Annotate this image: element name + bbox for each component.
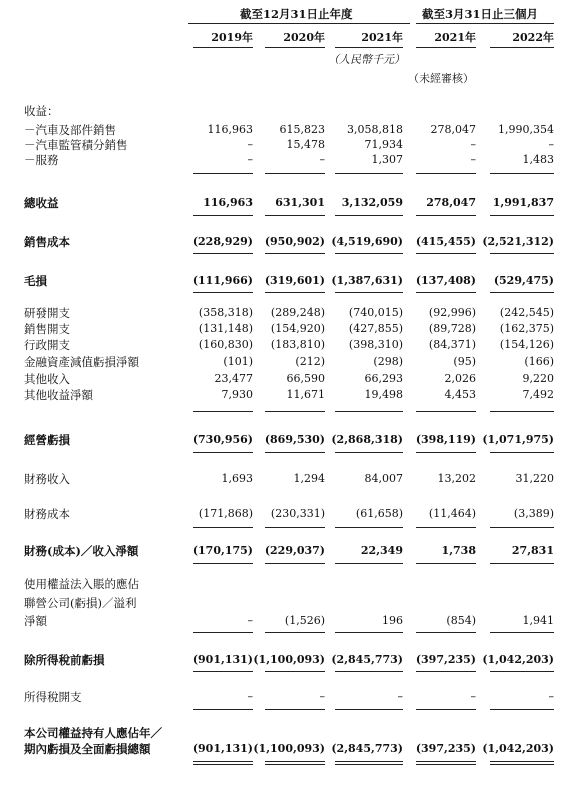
row-value: – <box>247 614 253 627</box>
column-header: 2019年 <box>211 31 253 44</box>
row-label: 使用權益法入賬的應佔 <box>24 577 139 591</box>
row-value: 11,671 <box>286 388 325 401</box>
row-label: 毛損 <box>24 274 47 288</box>
subtotal-rule <box>265 411 325 412</box>
row-label: 經營虧損 <box>24 433 70 447</box>
row-value: 4,453 <box>444 388 476 401</box>
row-value: (427,855) <box>348 322 403 335</box>
row-value: (154,126) <box>499 338 554 351</box>
row-value: (242,545) <box>499 306 554 319</box>
subtotal-rule <box>416 563 476 564</box>
subtotal-rule <box>335 632 403 633</box>
row-value: 66,293 <box>364 372 403 385</box>
row-value: – <box>319 690 325 703</box>
total-double-rule <box>193 761 253 765</box>
row-value: – <box>548 690 554 703</box>
row-value: (61,658) <box>355 507 403 520</box>
row-value: 31,220 <box>515 472 554 485</box>
subtotal-rule <box>193 411 253 412</box>
row-value: (1,042,203) <box>482 742 554 755</box>
group1-rule <box>188 23 410 24</box>
row-value: 1,941 <box>522 614 554 627</box>
subtotal-rule <box>265 452 325 453</box>
subtotal-rule <box>490 292 554 293</box>
row-value: – <box>470 690 476 703</box>
row-value: (2,845,773) <box>331 742 403 755</box>
subtotal-rule <box>335 671 403 672</box>
row-value: – <box>319 153 325 166</box>
row-value: (398,119) <box>415 433 476 446</box>
row-value: (1,100,093) <box>253 653 325 666</box>
row-value: (160,830) <box>198 338 253 351</box>
row-value: 1,991,837 <box>492 196 554 209</box>
subtotal-rule <box>265 253 325 254</box>
row-value: 84,007 <box>364 472 403 485</box>
row-value: 9,220 <box>522 372 554 385</box>
row-value: (154,920) <box>270 322 325 335</box>
row-value: (229,037) <box>264 544 325 557</box>
row-value: 27,831 <box>511 544 554 557</box>
column-header-rule <box>335 47 403 48</box>
row-value: (131,148) <box>198 322 253 335</box>
total-double-rule <box>265 761 325 765</box>
subtotal-rule <box>490 411 554 412</box>
subtotal-rule <box>490 671 554 672</box>
row-value: (1,071,975) <box>482 433 554 446</box>
row-label: 本公司權益持有人應佔年／ <box>24 726 162 740</box>
column-header-rule <box>265 47 325 48</box>
subtotal-rule <box>490 215 554 216</box>
row-value: (2,845,773) <box>331 653 403 666</box>
row-value: (398,310) <box>348 338 403 351</box>
row-value: (111,966) <box>192 274 253 287</box>
row-value: (2,521,312) <box>482 235 554 248</box>
row-label: 其他收入 <box>24 372 70 386</box>
row-value: (95) <box>453 355 476 368</box>
subtotal-rule <box>335 215 403 216</box>
row-value: (397,235) <box>415 653 476 666</box>
subtotal-rule <box>490 632 554 633</box>
subtotal-rule <box>416 671 476 672</box>
row-label: 財務成本 <box>24 507 70 521</box>
group2-rule <box>416 23 554 24</box>
subtotal-rule <box>490 527 554 528</box>
row-value: (298) <box>373 355 403 368</box>
row-value: – <box>548 138 554 151</box>
subtotal-rule <box>193 527 253 528</box>
row-value: (950,902) <box>264 235 325 248</box>
row-value: 15,478 <box>286 138 325 151</box>
subtotal-rule <box>490 452 554 453</box>
row-value: – <box>247 138 253 151</box>
row-value: – <box>247 690 253 703</box>
row-label: 所得稅開支 <box>24 690 82 704</box>
row-value: 7,492 <box>522 388 554 401</box>
row-label: 淨額 <box>24 614 47 628</box>
column-header-rule <box>416 47 476 48</box>
row-value: 66,590 <box>286 372 325 385</box>
row-value: (230,331) <box>270 507 325 520</box>
row-label: 財務(成本)／收入淨額 <box>24 544 139 558</box>
row-label: 除所得稅前虧損 <box>24 653 105 667</box>
subtotal-rule <box>335 253 403 254</box>
row-value: 2,026 <box>444 372 476 385</box>
total-double-rule <box>335 761 403 765</box>
row-value: 278,047 <box>426 196 476 209</box>
subtotal-rule <box>416 452 476 453</box>
row-value: (101) <box>223 355 253 368</box>
subtotal-rule <box>335 563 403 564</box>
row-value: 3,132,059 <box>341 196 403 209</box>
row-value: 1,738 <box>441 544 476 557</box>
unit-note: （人民幣千元） <box>328 53 405 66</box>
row-value: – <box>247 153 253 166</box>
subtotal-rule <box>416 173 476 174</box>
row-value: 1,294 <box>293 472 325 485</box>
row-label: 銷售成本 <box>24 235 70 249</box>
subtotal-rule <box>193 292 253 293</box>
subtotal-rule <box>335 292 403 293</box>
subtotal-rule <box>490 709 554 710</box>
row-value: (869,530) <box>264 433 325 446</box>
subtotal-rule <box>490 173 554 174</box>
audit-note: （未經審核） <box>408 72 474 85</box>
row-label: 財務收入 <box>24 472 70 486</box>
column-header: 2020年 <box>283 31 325 44</box>
row-value: (901,131) <box>192 742 253 755</box>
group2-title: 截至3月31日止三個月 <box>422 7 539 21</box>
subtotal-rule <box>416 292 476 293</box>
row-value: 22,349 <box>360 544 403 557</box>
row-value: (529,475) <box>493 274 554 287</box>
subtotal-rule <box>265 709 325 710</box>
row-label: 收益： <box>24 104 59 118</box>
row-value: (1,526) <box>284 614 325 627</box>
row-value: 196 <box>382 614 403 627</box>
row-label: 研發開支 <box>24 306 70 320</box>
row-value: (137,408) <box>415 274 476 287</box>
row-value: (415,455) <box>415 235 476 248</box>
row-value: (319,601) <box>264 274 325 287</box>
row-value: 3,058,818 <box>347 123 403 136</box>
row-value: (89,728) <box>428 322 476 335</box>
row-label: 銷售開支 <box>24 322 70 336</box>
row-value: (901,131) <box>192 653 253 666</box>
row-value: (1,100,093) <box>253 742 325 755</box>
subtotal-rule <box>193 632 253 633</box>
row-value: 278,047 <box>430 123 476 136</box>
row-value: – <box>470 138 476 151</box>
subtotal-rule <box>193 215 253 216</box>
subtotal-rule <box>193 253 253 254</box>
row-value: (289,248) <box>270 306 325 319</box>
row-value: 19,498 <box>364 388 403 401</box>
row-value: (730,956) <box>192 433 253 446</box>
row-value: 116,963 <box>203 196 253 209</box>
row-value: (171,868) <box>198 507 253 520</box>
row-value: (1,042,203) <box>482 653 554 666</box>
row-value: (212) <box>295 355 325 368</box>
column-header: 2021年 <box>434 31 476 44</box>
row-label: －服務 <box>24 153 59 167</box>
subtotal-rule <box>265 527 325 528</box>
column-header: 2021年 <box>361 31 403 44</box>
subtotal-rule <box>416 632 476 633</box>
row-value: 13,202 <box>437 472 476 485</box>
total-double-rule <box>490 761 554 765</box>
subtotal-rule <box>335 527 403 528</box>
row-label: 總收益 <box>24 196 59 210</box>
subtotal-rule <box>416 527 476 528</box>
row-value: 1,990,354 <box>498 123 554 136</box>
row-value: 116,963 <box>207 123 253 136</box>
row-value: (170,175) <box>192 544 253 557</box>
row-label: 金融資產減值虧損淨額 <box>24 355 139 369</box>
subtotal-rule <box>335 411 403 412</box>
row-value: (166) <box>524 355 554 368</box>
total-double-rule <box>416 761 476 765</box>
row-value: 631,301 <box>275 196 325 209</box>
subtotal-rule <box>265 563 325 564</box>
subtotal-rule <box>335 173 403 174</box>
subtotal-rule <box>265 632 325 633</box>
column-header-rule <box>193 47 253 48</box>
row-value: 615,823 <box>279 123 325 136</box>
row-value: (84,371) <box>428 338 476 351</box>
subtotal-rule <box>335 709 403 710</box>
row-value: 1,483 <box>522 153 554 166</box>
row-value: (11,464) <box>428 507 476 520</box>
row-value: (397,235) <box>415 742 476 755</box>
subtotal-rule <box>416 253 476 254</box>
row-value: 1,307 <box>371 153 403 166</box>
subtotal-rule <box>265 292 325 293</box>
subtotal-rule <box>416 709 476 710</box>
row-value: (1,387,631) <box>331 274 403 287</box>
row-value: (358,318) <box>198 306 253 319</box>
subtotal-rule <box>193 709 253 710</box>
row-value: (162,375) <box>499 322 554 335</box>
row-value: 23,477 <box>214 372 253 385</box>
subtotal-rule <box>193 671 253 672</box>
row-value: (183,810) <box>270 338 325 351</box>
row-label: －汽車監管積分銷售 <box>24 138 128 152</box>
row-value: (228,929) <box>192 235 253 248</box>
row-value: – <box>470 153 476 166</box>
row-label: 其他收益淨額 <box>24 388 93 402</box>
column-header: 2022年 <box>512 31 554 44</box>
subtotal-rule <box>193 452 253 453</box>
row-label: 聯營公司(虧損)／溢利 <box>24 596 137 610</box>
group1-title: 截至12月31日止年度 <box>240 7 353 21</box>
row-value: (3,389) <box>513 507 554 520</box>
row-label: 期內虧損及全面虧損總額 <box>24 742 151 756</box>
subtotal-rule <box>193 173 253 174</box>
column-header-rule <box>490 47 554 48</box>
row-value: – <box>397 690 403 703</box>
row-value: (92,996) <box>428 306 476 319</box>
subtotal-rule <box>265 215 325 216</box>
subtotal-rule <box>265 173 325 174</box>
subtotal-rule <box>416 215 476 216</box>
row-value: (2,868,318) <box>331 433 403 446</box>
subtotal-rule <box>416 411 476 412</box>
row-value: (740,015) <box>348 306 403 319</box>
subtotal-rule <box>490 563 554 564</box>
subtotal-rule <box>335 452 403 453</box>
row-value: 71,934 <box>364 138 403 151</box>
row-value: 1,693 <box>221 472 253 485</box>
row-label: －汽車及部件銷售 <box>24 123 116 137</box>
subtotal-rule <box>193 563 253 564</box>
row-value: (4,519,690) <box>331 235 403 248</box>
row-value: 7,930 <box>221 388 253 401</box>
subtotal-rule <box>265 671 325 672</box>
row-value: (854) <box>446 614 476 627</box>
row-label: 行政開支 <box>24 338 70 352</box>
subtotal-rule <box>490 253 554 254</box>
